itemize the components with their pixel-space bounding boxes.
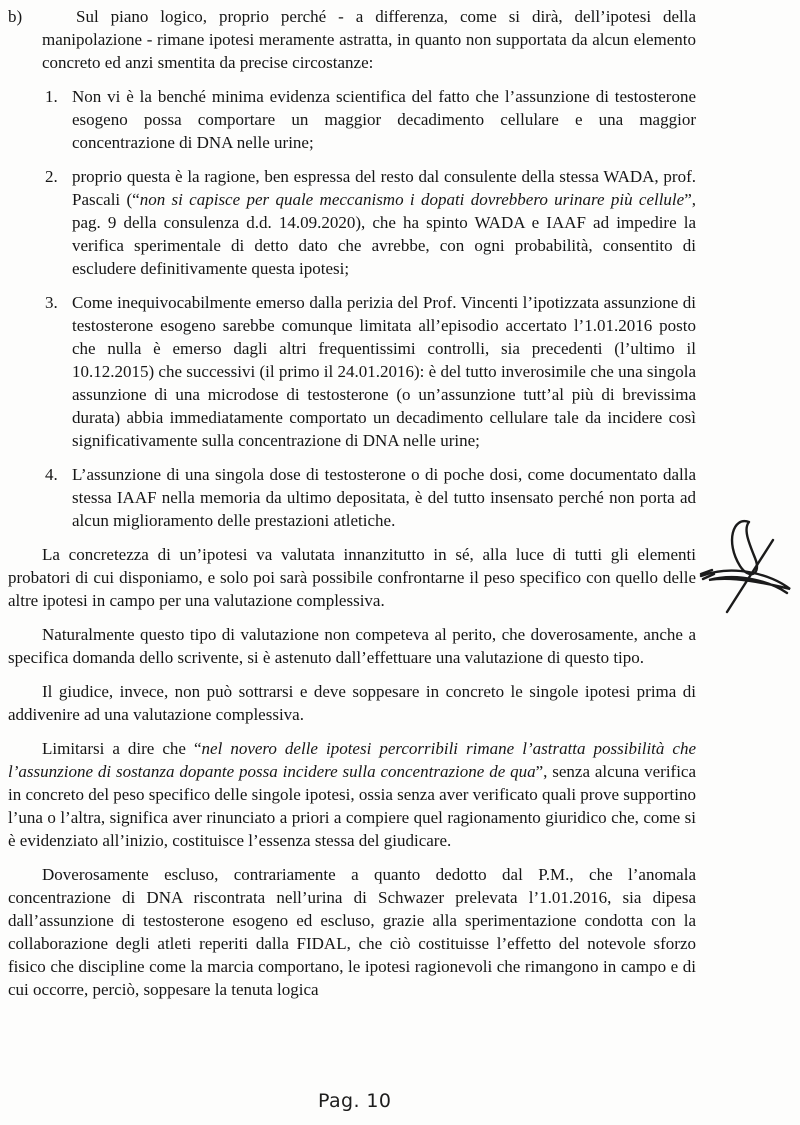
list-item-text — [72, 87, 696, 152]
list-item-number: 3. — [45, 293, 58, 312]
numbered-list-item — [42, 463, 696, 532]
text-run: Il giudice, invece, non può sottrarsi e deve soppesare in concreto le singole ipotesi prima di addivenire ad una valutazione complessiva. — [8, 682, 696, 724]
text-run: L’assunzione di una singola dose di testosterone o di poche dosi, come documentato dalla stessa IAAF nella memoria da ultimo depositata, è del tutto insensato perché non porta ad alcun miglioramento delle prestazioni atletiche. — [72, 465, 696, 530]
section-b — [8, 5, 696, 532]
numbered-list-item — [42, 85, 696, 154]
text-run: La concretezza di un’ipotesi va valutata innanzitutto in sé, alla luce di tutti gli elementi probatori di cui disponiamo, e solo poi sarà possibile confrontarne il peso specifico con quello delle altre ipotesi in campo per una valutazione complessiva. — [8, 545, 696, 610]
text-run: Naturalmente questo tipo di valutazione non competeva al perito, che doverosamente, anche a specifica domanda dello scrivente, si è astenuto dall’effettuare una valutazione di questo tipo. — [8, 625, 696, 667]
text-run: Doverosamente escluso, contrariamente a quanto dedotto dal P.M., che l’anomala concentrazione di DNA riscontrata nell’urina di Schwazer prelevata l’1.01.2016, sia dipesa dall’assunzione di testosterone esogeno ed escluso, grazie alla sperimentazione condotta con la collaborazione degli atleti reperiti dalla FIDAL, che ciò costituisse l’effetto del notevole sforzo fisico che discipline come la marcia comportano, le ipotesi ragionevoli che rimangono in campo e di cui occorre, perciò, soppesare la tenuta logica — [8, 865, 696, 999]
body-paragraph — [8, 863, 696, 1001]
body-paragraphs — [8, 543, 696, 1001]
section-b-content — [42, 5, 696, 532]
list-item-number: 1. — [45, 87, 58, 106]
section-b-label: b) — [8, 7, 23, 26]
italic-text-run: nel novero delle ipotesi percorribili rimane l’astratta possibilità che l’assunzione di sostanza dopante possa incidere sulla concentrazione de qua — [8, 739, 697, 781]
list-item-text — [72, 465, 696, 530]
text-run: Come inequivocabilmente emerso dalla perizia del Prof. Vincenti l’ipotizzata assunzione di testosterone esogeno sarebbe comunque limitata all’episodio accertato l’1.01.2016 posto che nulla è emerso dagli altri frequentissimi controlli, sia precedenti (l’ultimo il 10.12.2015) che successivi (il primo il 24.01.2016): è del tutto inverosimile che una singola assunzione di una microdose di testosterone (o un’assunzione tutt’al più di brevissima durata) abbia immediatamente comportato un decadimento cellulare tale da incidere così significativamente sulla concentrazione di DNA nelle urine; — [72, 293, 696, 450]
body-paragraph — [8, 737, 696, 852]
numbered-list-item — [42, 291, 696, 452]
italic-text-run: non si capisce per quale meccanismo i dopati dovrebbero urinare più cellule — [139, 190, 685, 209]
page-number: Pag. 10 — [318, 1090, 392, 1112]
body-paragraph — [8, 680, 696, 726]
body-paragraph — [8, 623, 696, 669]
numbered-list-item — [42, 165, 696, 280]
text-run: ”, senza alcuna verifica in concreto del peso specifico delle singole ipotesi, ossia senza aver verificato quali prove supportino l’una o l’altra, significa aver rinunciato a priori a compiere quel ragionamento giuridico che, come si è evidenziato all’inizio, costituisce l’essenza stessa del giudicare. — [8, 762, 697, 850]
list-item-number: 4. — [45, 465, 58, 484]
section-b-intro-paragraph — [42, 5, 696, 74]
numbered-list — [42, 85, 696, 532]
signature-scribble-mark — [697, 514, 793, 626]
signature-flourish-icon — [697, 514, 793, 626]
list-item-number: 2. — [45, 167, 58, 186]
text-run: Non vi è la benché minima evidenza scientifica del fatto che l’assunzione di testosterone esogeno possa comportare un maggior decadimento cellulare e una maggior concentrazione di DNA nelle urine; — [72, 87, 696, 152]
list-item-text — [72, 167, 696, 278]
list-item-text — [72, 293, 696, 450]
text-run: Sul piano logico, proprio perché - a differenza, come si dirà, dell’ipotesi della manipolazione - rimane ipotesi meramente astratta, in quanto non supportata da alcun elemento concreto ed anzi smentita da precise circostanze: — [42, 7, 696, 72]
text-run: ”, pag. 9 della consulenza d.d. 14.09.2020), che ha spinto WADA e IAAF ad impedire la verifica sperimentale di detto dato che avrebbe, con ogni probabilità, consentito di escludere definitivamente questa ipotesi; — [72, 190, 696, 278]
text-run: Limitarsi a dire che “ — [42, 739, 202, 758]
text-run: proprio questa è la ragione, ben espressa del resto dal consulente della stessa WADA, prof. Pascali (“ — [72, 167, 696, 209]
body-paragraph — [8, 543, 696, 612]
